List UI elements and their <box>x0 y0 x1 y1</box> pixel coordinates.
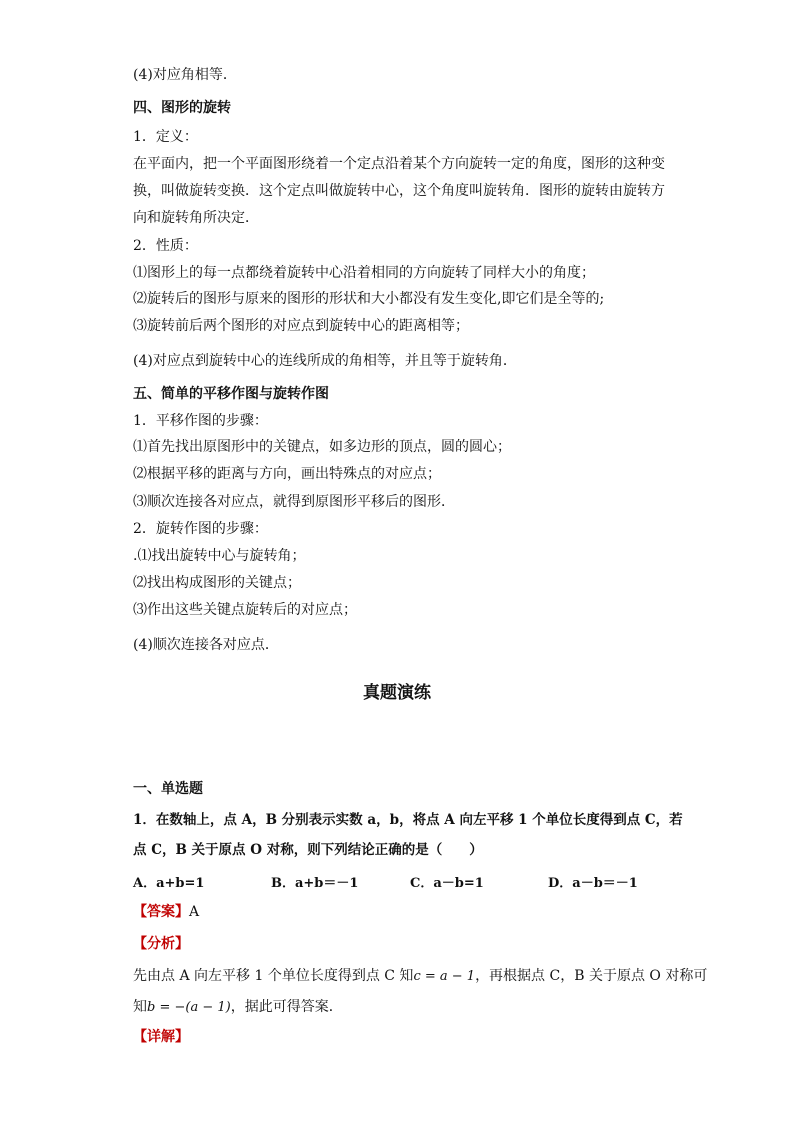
option-c: C．a－b=1 <box>410 876 484 891</box>
answer-value: A <box>189 904 200 920</box>
line-17: 2．旋转作图的步骤： <box>133 521 268 537</box>
line-4: 在平面内，把一个平面图形绕着一个定点沿着某个方向旋转一定的角度，图形的这种变 <box>133 156 665 172</box>
line-16: ⑶顺次连接各对应点，就得到原图形平移后的图形． <box>133 494 455 510</box>
analysis-text-1a: 先由点 A 向左平移 1 个单位长度得到点 C 知 <box>133 968 414 984</box>
line-13: 1．平移作图的步骤： <box>133 413 268 429</box>
line-19: ⑵找出构成图形的关键点； <box>133 575 301 591</box>
answer-row <box>133 902 199 922</box>
line-7: 2．性质： <box>133 238 198 254</box>
analysis-math-2: b = −(a − 1) <box>147 1000 231 1015</box>
line-1: (4)对应角相等． <box>133 67 237 83</box>
line-21: (4)顺次连接各对应点． <box>133 637 279 653</box>
option-d: D．a－b＝－1 <box>548 876 638 891</box>
line-10: ⑶旋转前后两个图形的对应点到旋转中心的距离相等； <box>133 318 469 334</box>
question-line-2: 点 C，B 关于原点 O 对称，则下列结论正确的是（ ） <box>133 842 483 858</box>
line-11: (4)对应点到旋转中心的连线所成的角相等，并且等于旋转角． <box>133 353 517 369</box>
detail-label: 【详解】 <box>133 1029 189 1045</box>
option-a: A．a+b=1 <box>133 876 205 891</box>
line-8: ⑴图形上的每一点都绕着旋转中心沿着相同的方向旋转了同样大小的角度； <box>133 265 595 281</box>
analysis-text-2b: ，据此可得答案． <box>230 999 343 1015</box>
option-b: B．a+b＝－1 <box>271 876 359 891</box>
analysis-line-2 <box>133 997 343 1018</box>
analysis-label: 【分析】 <box>133 936 189 952</box>
line-18: .⑴找出旋转中心与旋转角； <box>133 548 306 564</box>
section-title: 真题演练 <box>363 683 431 703</box>
line-6: 向和旋转角所决定． <box>133 210 259 226</box>
line-20: ⑶作出这些关键点旋转后的对应点； <box>133 602 357 618</box>
heading-translation: 五、简单的平移作图与旋转作图 <box>133 386 329 402</box>
line-9: ⑵旋转后的图形与原来的图形的形状和大小都没有发生变化,即它们是全等的; <box>133 291 605 307</box>
question-type: 一、单选题 <box>133 781 203 797</box>
line-3: 1．定义： <box>133 129 198 145</box>
line-14: ⑴首先找出原图形中的关键点，如多边形的顶点，圆的圆心； <box>133 439 511 455</box>
analysis-line-1 <box>133 966 707 987</box>
analysis-text-1b: ，再根据点 C，B 关于原点 O 对称可 <box>475 968 708 984</box>
line-5: 换，叫做旋转变换．这个定点叫做旋转中心，这个角度叫旋转角．图形的旋转由旋转方 <box>133 183 665 199</box>
answer-label: 【答案】 <box>133 904 189 920</box>
question-line-1: 1．在数轴上，点 A，B 分别表示实数 a，b，将点 A 向左平移 1 个单位长度得到点 C，若 <box>133 812 683 828</box>
heading-rotation: 四、图形的旋转 <box>133 100 231 116</box>
line-15: ⑵根据平移的距离与方向，画出特殊点的对应点； <box>133 466 441 482</box>
analysis-math-1: c = a − 1 <box>413 969 476 984</box>
analysis-text-2a: 知 <box>133 999 147 1015</box>
